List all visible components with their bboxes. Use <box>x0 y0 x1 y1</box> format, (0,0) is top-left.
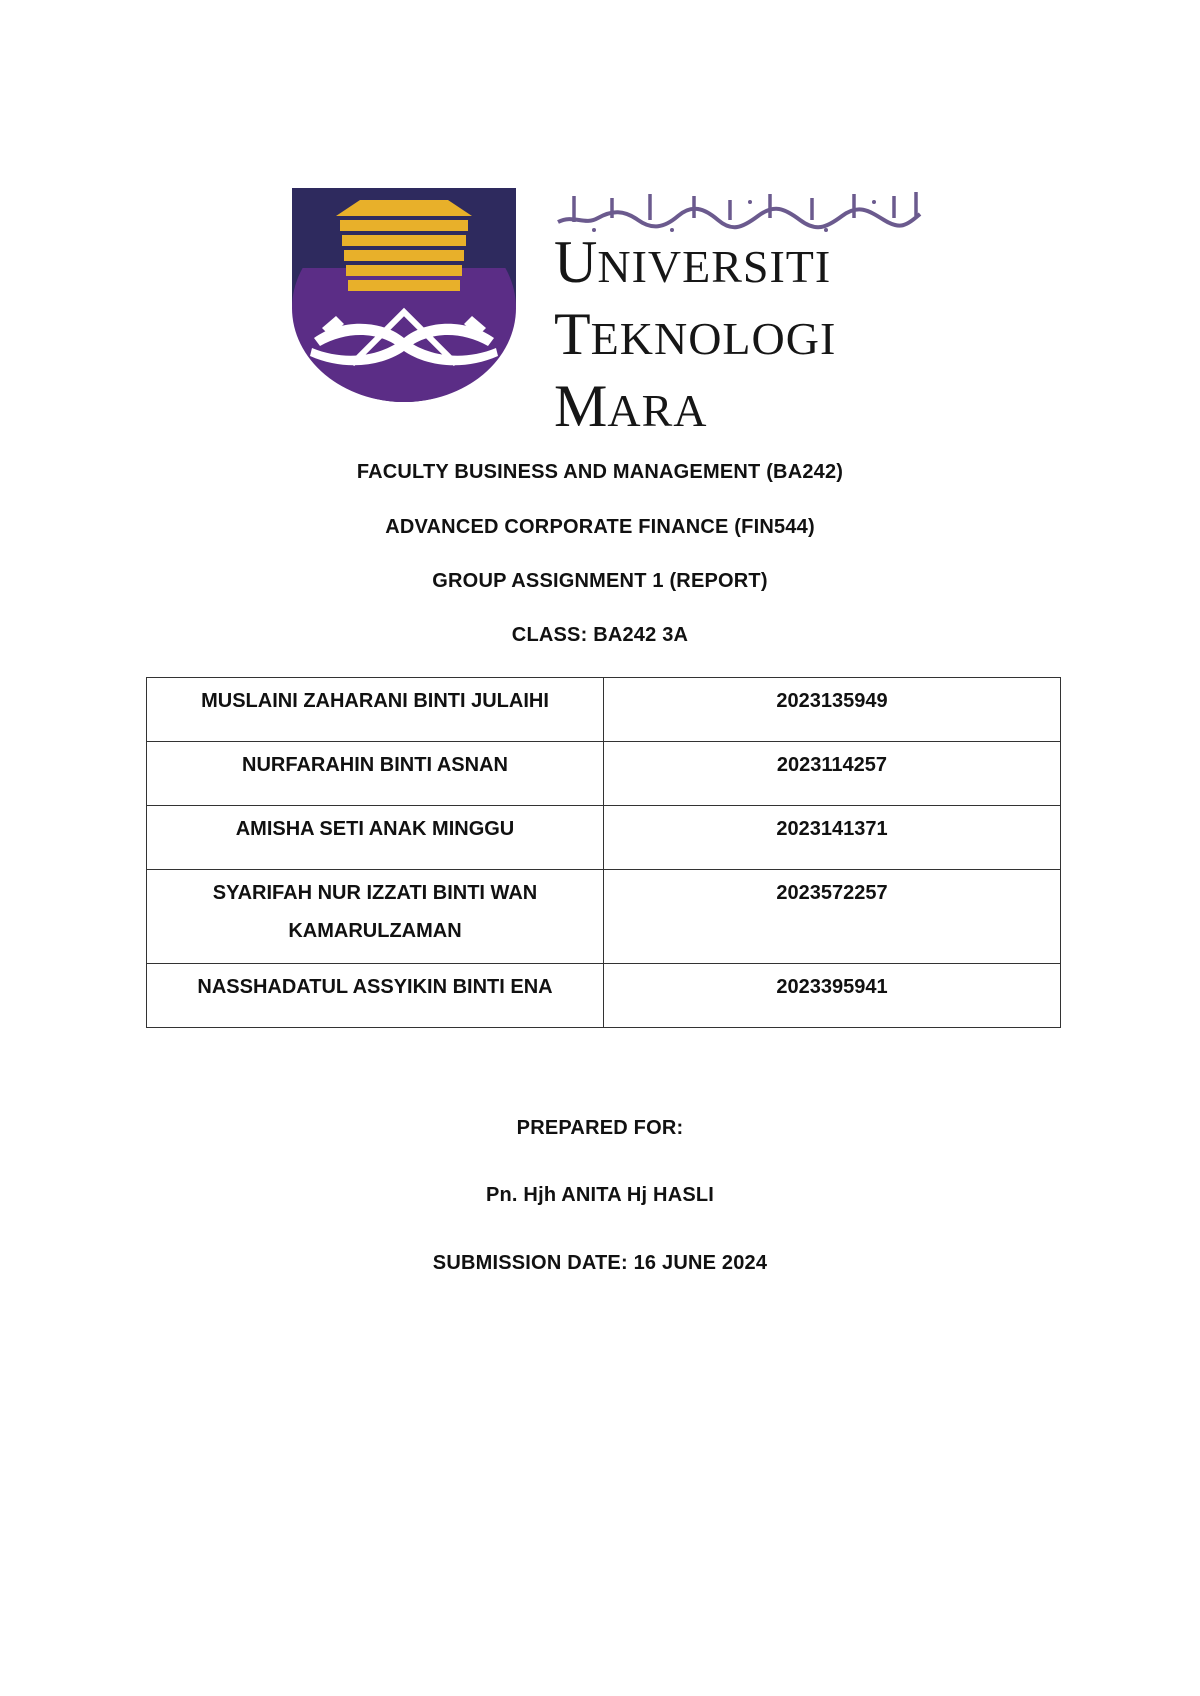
lecturer-name: Pn. Hjh ANITA Hj HASLI <box>485 1184 715 1206</box>
table-row <box>147 678 1061 742</box>
university-logo <box>292 188 932 439</box>
member-name: AMISHA SETI ANAK MINGGU <box>147 806 604 870</box>
submission-date: SUBMISSION DATE: 16 JUNE 2024 <box>432 1252 768 1274</box>
table-row <box>147 870 1061 964</box>
member-name: NASSHADATUL ASSYIKIN BINTI ENA <box>147 964 604 1028</box>
logo-line-universiti: UNIVERSITI <box>554 229 832 295</box>
faculty-heading: FACULTY BUSINESS AND MANAGEMENT (BA242) <box>356 461 844 483</box>
member-name: SYARIFAH NUR IZZATI BINTI WAN KAMARULZAMAN <box>147 870 604 964</box>
jawi-calligraphy-icon <box>554 188 924 234</box>
group-members-table <box>146 677 1061 1028</box>
course-heading: ADVANCED CORPORATE FINANCE (FIN544) <box>385 516 815 538</box>
member-name: NURFARAHIN BINTI ASNAN <box>147 742 604 806</box>
table-row <box>147 964 1061 1028</box>
member-id: 2023572257 <box>604 870 1061 964</box>
class-heading: CLASS: BA242 3A <box>511 624 689 646</box>
uitm-emblem-icon <box>292 188 516 402</box>
logo-line-mara: MARA <box>554 373 708 439</box>
member-id: 2023114257 <box>604 742 1061 806</box>
table-row <box>147 742 1061 806</box>
logo-jawi-text <box>554 188 924 234</box>
table-row <box>147 806 1061 870</box>
member-id: 2023135949 <box>604 678 1061 742</box>
logo-line-teknologi: TEKNOLOGI <box>554 301 837 367</box>
assignment-heading: GROUP ASSIGNMENT 1 (REPORT) <box>432 570 768 592</box>
member-id: 2023395941 <box>604 964 1061 1028</box>
logo-wordmark <box>554 229 837 450</box>
member-id: 2023141371 <box>604 806 1061 870</box>
prepared-for-label: PREPARED FOR: <box>516 1117 684 1139</box>
member-name: MUSLAINI ZAHARANI BINTI JULAIHI <box>147 678 604 742</box>
